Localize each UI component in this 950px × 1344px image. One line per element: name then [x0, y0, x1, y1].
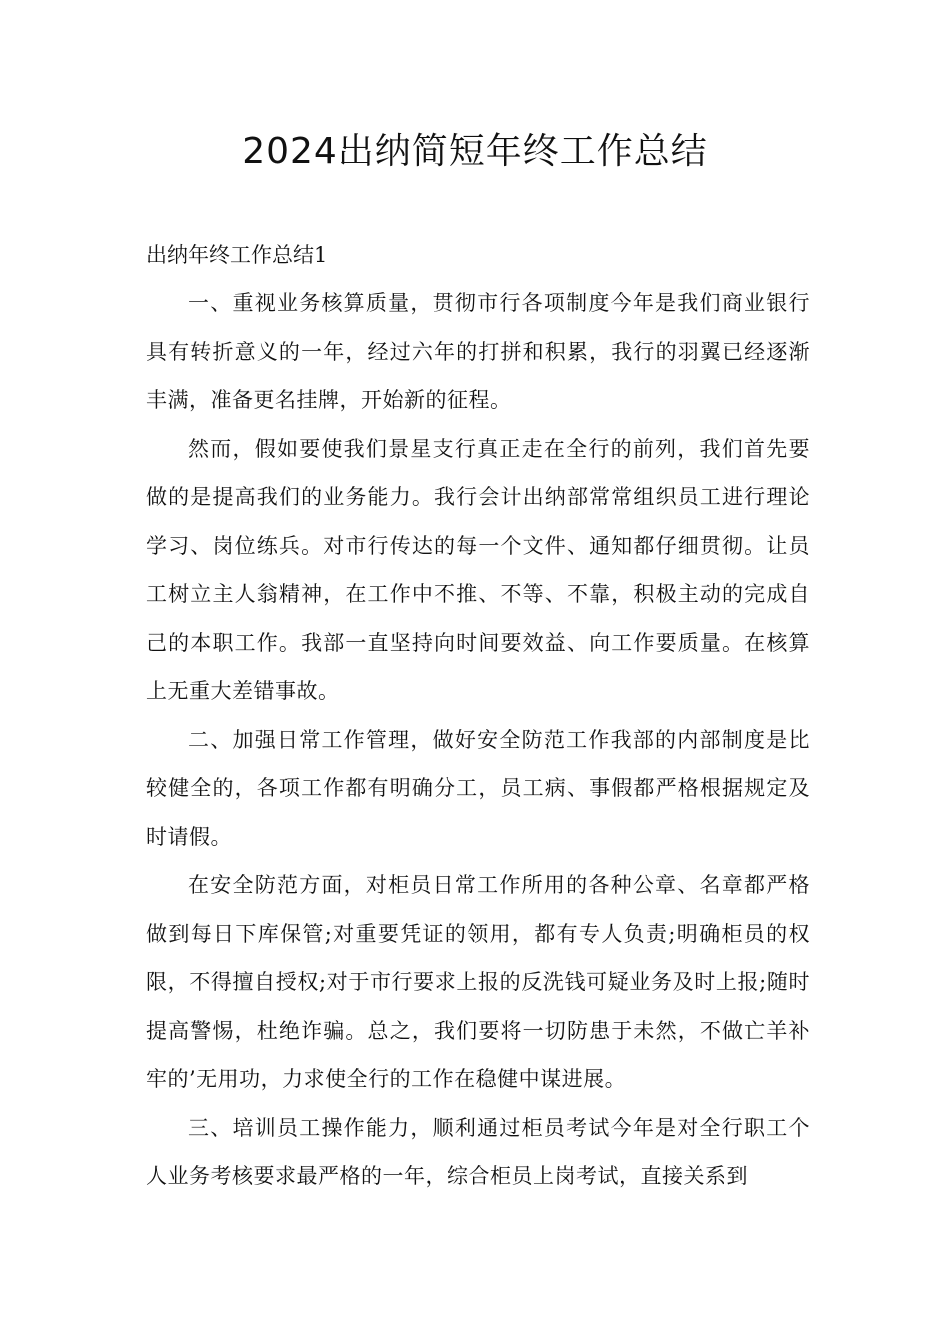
- section-heading: 出纳年终工作总结1: [146, 243, 328, 267]
- document-title: 2024出纳简短年终工作总结: [242, 131, 708, 172]
- document-body: [146, 231, 810, 1201]
- paragraph-3: 二、加强日常工作管理，做好安全防范工作我部的内部制度是比较健全的，各项工作都有明确分工，员工病、事假都严格根据规定及时请假。: [146, 727, 810, 849]
- paragraph-5: 三、培训员工操作能力，顺利通过柜员考试今年是对全行职工个人业务考核要求最严格的一年，综合柜员上岗考试，直接关系到: [146, 1115, 810, 1188]
- paragraph-2: 然而，假如要使我们景星支行真正走在全行的前列，我们首先要做的是提高我们的业务能力。我行会计出纳部常常组织员工进行理论学习、岗位练兵。对市行传达的每一个文件、通知都仔细贯彻。让员工树立主人翁精神，在工作中不推、不等、不靠，积极主动的完成自己的本职工作。我部一直坚持向时间要效益、向工作要质量。在核算上无重大差错事故。: [146, 436, 810, 703]
- paragraph-4: 在安全防范方面，对柜员日常工作所用的各种公章、名章都严格做到每日下库保管;对重要凭证的领用，都有专人负责;明确柜员的权限，不得擅自授权;对于市行要求上报的反洗钱可疑业务及时上报;随时提高警惕，杜绝诈骗。总之，我们要将一切防患于未然，不做亡羊补牢的’无用功，力求使全行的工作在稳健中谋进展。: [146, 873, 810, 1091]
- paragraph-1: 一、重视业务核算质量，贯彻市行各项制度今年是我们商业银行具有转折意义的一年，经过六年的打拼和积累，我行的羽翼已经逐渐丰满，准备更名挂牌，开始新的征程。: [146, 291, 810, 412]
